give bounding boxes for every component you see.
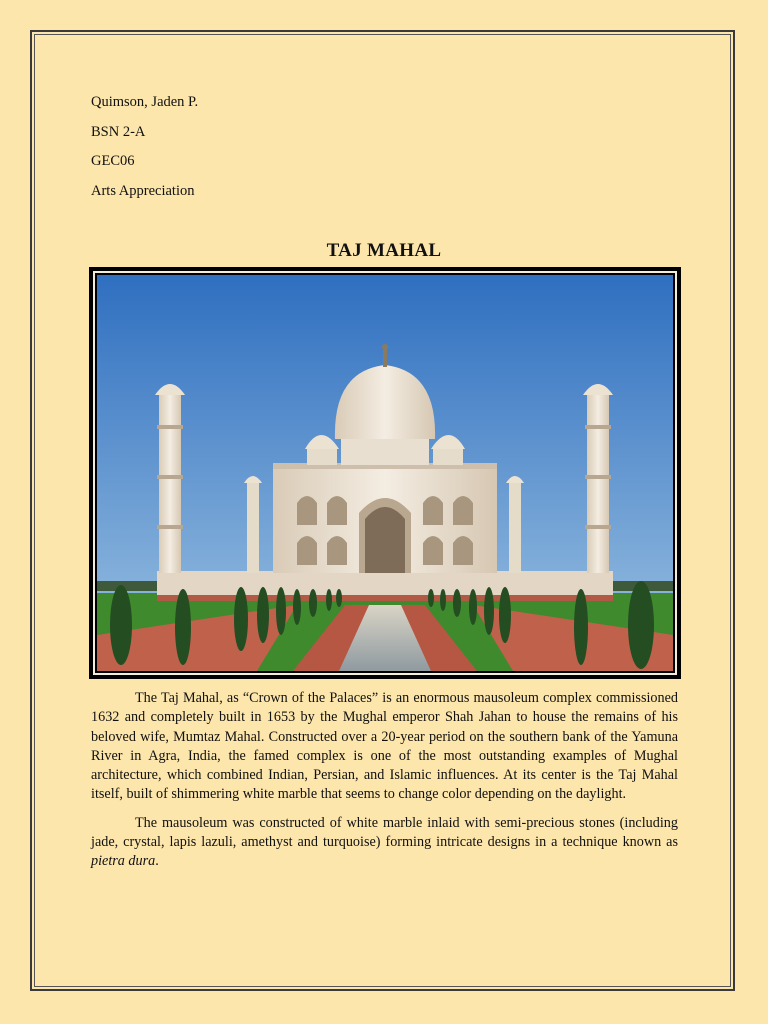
- page-title: TAJ MAHAL: [326, 240, 442, 261]
- paragraph-2: [91, 814, 678, 872]
- photo-frame: [89, 267, 681, 679]
- student-name: Quimson, Jaden P.: [91, 94, 199, 110]
- course-title: Arts Appreciation: [91, 182, 195, 199]
- essay-body: [91, 689, 678, 881]
- student-info: [91, 92, 198, 210]
- paragraph-2-end: .: [155, 853, 159, 870]
- paragraph-2-text: The mausoleum was constructed of white marble inlaid with semi-precious stones (including jade, crystal, lapis lazuli, amethyst and turquoise) forming intricate designs in a technique known as: [91, 814, 678, 851]
- pietra-dura-term: pietra dura: [91, 853, 156, 870]
- student-section: BSN 2-A: [91, 123, 146, 140]
- paragraph-1: The Taj Mahal, as “Crown of the Palaces” is an enormous mausoleum complex commissioned 1632 and completely built in 1653 by the Mughal emperor Shah Jahan to house the remains of his beloved wife, Mumtaz Mahal. Constructed over a 20-year period on the southern bank of the Yamuna River in Agra, India, the famed complex is one of the most outstanding examples of Mughal architecture, which combined Indian, Persian, and Islamic influences. At its center is the Taj Mahal itself, built of shimmering white marble that seems to change color depending on the daylight.: [91, 690, 678, 803]
- taj-mahal-photo: [97, 275, 673, 671]
- course-code: GEC06: [91, 153, 135, 169]
